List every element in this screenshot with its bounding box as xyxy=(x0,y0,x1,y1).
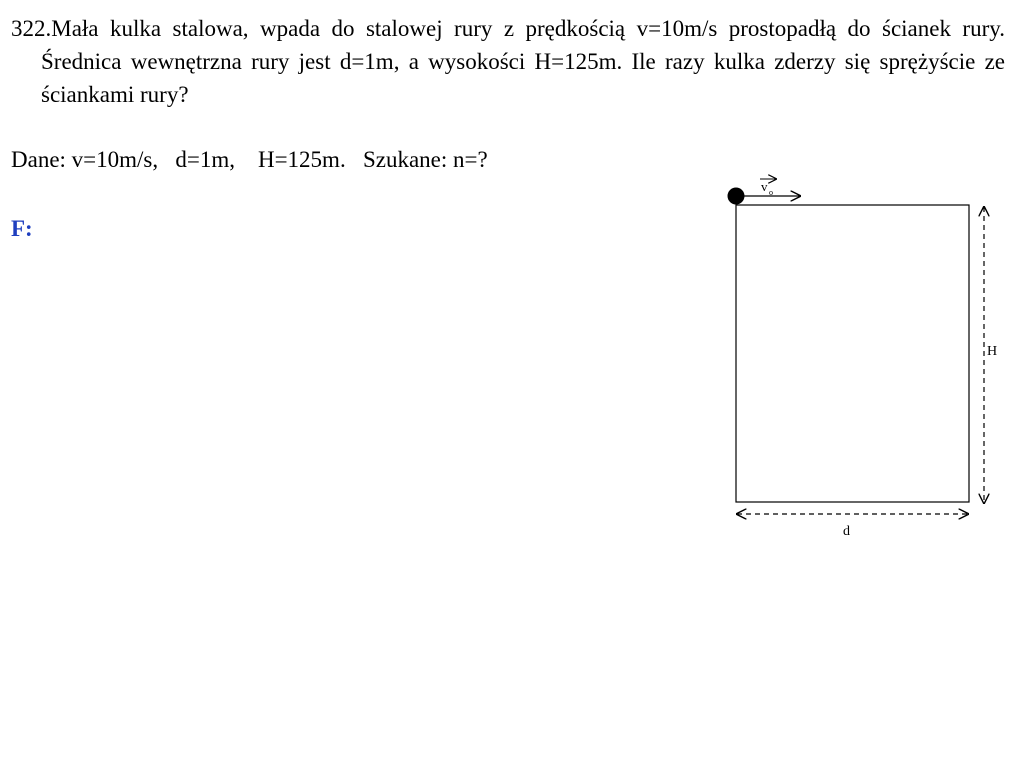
velocity-label: v xyxy=(761,179,768,194)
width-label: d xyxy=(843,524,850,539)
solution-label: F: xyxy=(11,216,33,241)
height-label: H xyxy=(987,344,998,359)
tube-outline xyxy=(736,205,969,502)
velocity-subscript: o xyxy=(769,188,773,197)
problem-statement: 322.Mała kulka stalowa, wpada do stalowej rury z prędkością v=10m/s prostopadłą do ścianek rury. Średnica wewnętrzna rury jest d=1m, a wysokości H=125m. Ile razy kulka zderzy się sprężyście ze ściankami rury? xyxy=(11,16,1005,107)
given-and-unknown: Dane: v=10m/s, d=1m, H=125m. Szukane: n=? xyxy=(11,147,488,172)
ball xyxy=(728,188,745,205)
tube-diagram xyxy=(720,165,1010,550)
